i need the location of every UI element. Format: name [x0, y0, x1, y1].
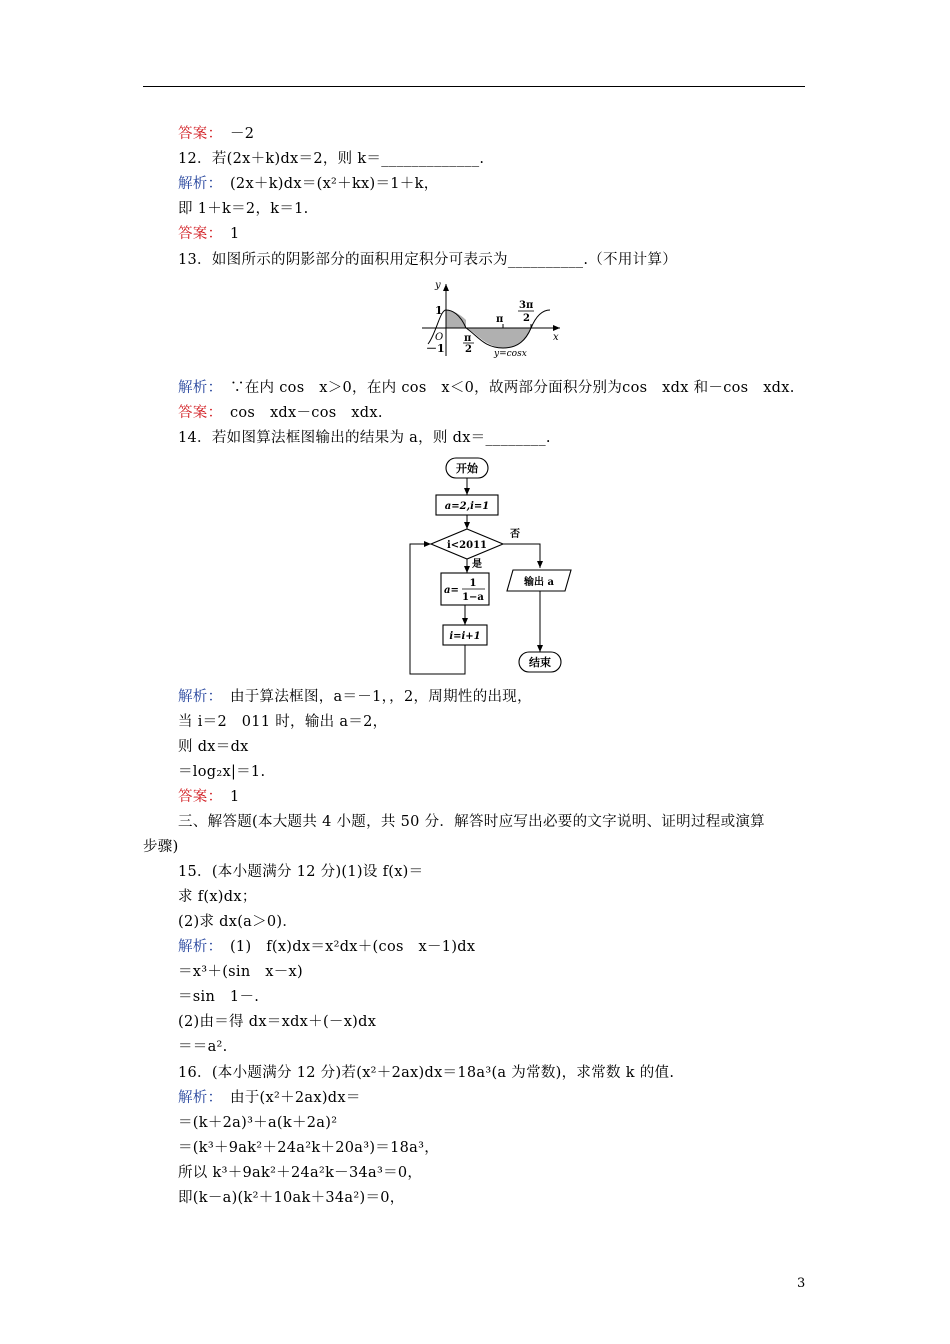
text-line	[178, 762, 265, 782]
text-line	[178, 378, 795, 398]
line-text: 1	[215, 226, 240, 242]
y-tick-one: 1	[435, 304, 443, 317]
init-label: a=2,i=1	[444, 501, 490, 512]
line-text: 求 f(x)dx；	[178, 889, 257, 905]
line-text: (2x＋k)dx＝(x²＋kx)＝1＋k，	[215, 176, 439, 192]
text-line	[178, 1163, 422, 1183]
analysis-label: 解析：	[178, 939, 216, 955]
line-text: (2)由＝得 dx＝xdx＋(－x)dx	[178, 1014, 377, 1030]
line-text: 16．(本小题满分 12 分)若(x²＋2ax)dx＝18a³(a 为常数)，求常数 k 的值.	[178, 1065, 675, 1081]
line-text: 13．如图所示的阴影部分的面积用定积分可表示为__________.（不用计算）	[178, 252, 678, 268]
line-text: 步骤)	[143, 839, 179, 855]
y-tick-minus-one: －1	[426, 342, 445, 355]
condition-label: i<2011	[446, 540, 488, 551]
analysis-label: 解析：	[178, 176, 216, 192]
text-line	[178, 887, 257, 907]
line-text: 由于算法框图，a＝－1，，2，周期性的出现，	[215, 689, 532, 705]
text-line	[178, 687, 532, 707]
analysis-label: 解析：	[178, 689, 216, 705]
text-line	[178, 937, 475, 957]
text-line	[143, 837, 179, 857]
analysis-label: 解析：	[178, 380, 216, 396]
text-line	[178, 862, 423, 882]
shaded-region-positive	[446, 310, 466, 328]
origin-label: O	[435, 332, 444, 343]
text-line	[178, 812, 765, 832]
algorithm-flowchart	[400, 455, 585, 680]
answer-label: 答案：	[178, 226, 216, 242]
y-axis-arrow	[443, 284, 449, 291]
line-text: 即 1＋k＝2，k＝1.	[178, 201, 309, 217]
text-line	[178, 1113, 337, 1133]
three-pi-half-num: 3π	[519, 300, 534, 311]
text-line	[178, 1138, 439, 1158]
yes-label: 是	[472, 559, 482, 570]
x-axis-label: x	[553, 332, 559, 343]
end-label: 结束	[529, 656, 551, 669]
curve-label: y=cosx	[494, 349, 527, 359]
text-line	[178, 199, 309, 219]
text-line	[178, 149, 484, 169]
shaded-region-negative	[466, 328, 531, 348]
line-text: －2	[215, 126, 255, 142]
answer-label: 答案：	[178, 405, 216, 421]
start-label: 开始	[456, 462, 478, 475]
no-label: 否	[510, 529, 520, 540]
output-label: 输出 a	[524, 577, 554, 588]
text-line	[178, 962, 303, 982]
text-line	[178, 987, 259, 1007]
line-text: 15．(本小题满分 12 分)(1)设 f(x)＝	[178, 864, 424, 880]
assign-den: 1−a	[462, 592, 484, 603]
text-line	[178, 1188, 405, 1208]
text-line	[178, 712, 387, 732]
text-line	[178, 428, 551, 448]
line-text: 所以 k³＋9ak²＋24a²k－34a³＝0，	[178, 1165, 423, 1181]
line-text: 三、解答题(本大题共 4 小题，共 50 分．解答时应写出必要的文字说明、证明过程或演算	[178, 814, 765, 830]
line-text: 14．若如图算法框图输出的结果为 a，则 dx＝________.	[178, 430, 551, 446]
text-line	[178, 787, 239, 807]
assign-lhs: a=	[444, 585, 459, 596]
pi-label: π	[496, 314, 504, 325]
line-text: cos xdx－cos xdx.	[215, 405, 383, 421]
cosine-graph	[418, 274, 570, 360]
pi-half-den: 2	[465, 344, 472, 355]
text-line	[178, 1088, 361, 1108]
text-line	[178, 250, 677, 270]
page-number: 3	[797, 1276, 806, 1291]
line-text: ＝(k＋2a)³＋a(k＋2a)²	[178, 1115, 338, 1131]
text-line	[178, 174, 439, 194]
text-line	[178, 1012, 376, 1032]
text-line	[178, 124, 254, 144]
line-text: ∵在内 cos x＞0，在内 cos x＜0，故两部分面积分别为cos xdx 和－cos xdx.	[215, 380, 795, 396]
line-text: ＝(k³＋9ak²＋24a²k＋20a³)＝18a³，	[178, 1140, 439, 1156]
text-line	[178, 912, 297, 932]
line-text: 由于(x²＋2ax)dx＝	[215, 1090, 361, 1106]
text-line	[178, 1037, 228, 1057]
pi-half-num: π	[464, 333, 472, 344]
line-text: ＝log₂x|＝1.	[178, 764, 266, 780]
y-axis-label: y	[435, 280, 441, 291]
text-line	[178, 224, 239, 244]
line-text: (1) f(x)dx＝x²dx＋(cos x－1)dx	[215, 939, 476, 955]
line-text: ＝x³＋(sin x－x)	[178, 964, 303, 980]
x-axis-arrow	[553, 325, 560, 331]
line-text: 1	[215, 789, 240, 805]
loop-back-line	[410, 544, 465, 674]
answer-label: 答案：	[178, 126, 216, 142]
text-line	[178, 403, 383, 423]
text-line	[178, 1063, 674, 1083]
three-pi-half-den: 2	[523, 313, 530, 324]
increment-label: i=i+1	[449, 631, 481, 642]
text-line	[178, 737, 249, 757]
answer-label: 答案：	[178, 789, 216, 805]
line-text: (2)求 dx(a＞0)．	[178, 914, 298, 930]
header-rule	[143, 86, 805, 87]
line-text: ＝＝a².	[178, 1039, 228, 1055]
line-text: 即(k－a)(k²＋10ak＋34a²)＝0，	[178, 1190, 405, 1206]
line-text: 12．若(2x＋k)dx＝2，则 k＝_____________.	[178, 151, 485, 167]
analysis-label: 解析：	[178, 1090, 216, 1106]
line-text: ＝sin 1－.	[178, 989, 260, 1005]
assign-num: 1	[469, 578, 477, 589]
line-text: 则 dx＝dx	[178, 739, 249, 755]
line-text: 当 i＝2 011 时，输出 a＝2，	[178, 714, 388, 730]
